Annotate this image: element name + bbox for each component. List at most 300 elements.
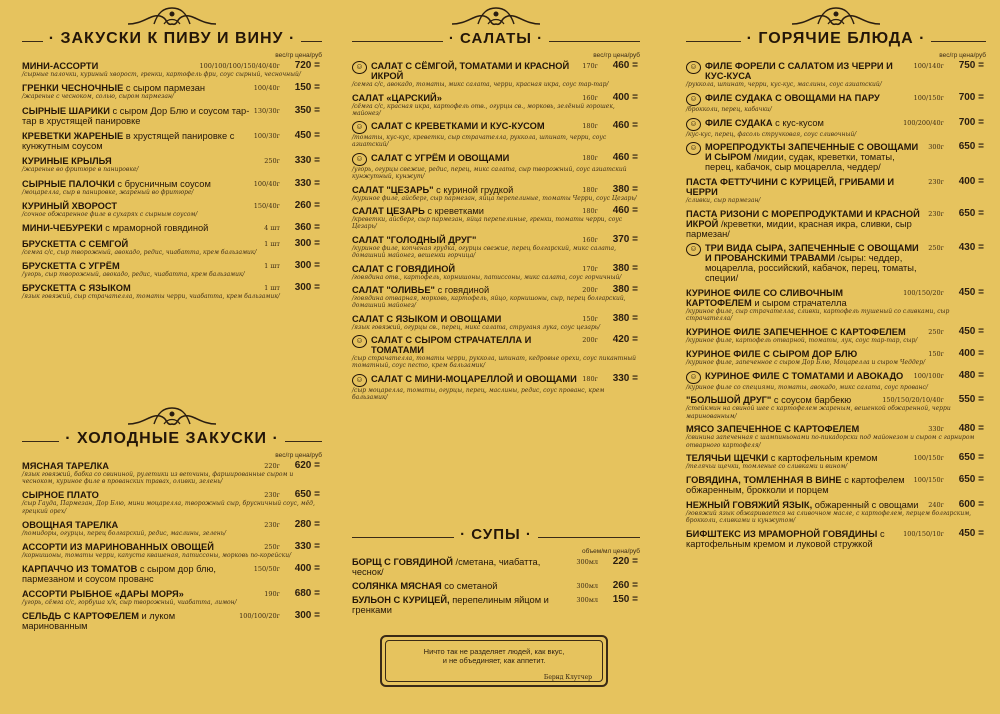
- item-subtitle: с кус-кусом: [775, 117, 824, 128]
- menu-item-row: [22, 283, 320, 293]
- chef-face-icon: ☺: [352, 153, 367, 166]
- menu-item-title: [686, 243, 924, 283]
- menu-section: [352, 0, 640, 406]
- item-weight: 300г: [928, 143, 944, 152]
- menu-item: [22, 61, 322, 78]
- item-name: САЛАТ "ГОЛОДНЫЙ ДРУГ": [352, 234, 477, 245]
- menu-item-title: [686, 93, 910, 106]
- item-price: 460 =: [612, 60, 638, 71]
- item-weight: 170г: [582, 264, 598, 273]
- item-description: /стейкмин на свиной шее с картофелем жареным, вешенкой обжаренной, черри маринованным/: [686, 405, 951, 420]
- item-weight: 220г: [264, 462, 280, 470]
- menu-item: [352, 581, 640, 591]
- item-price: 720 =: [294, 60, 320, 71]
- item-weight: 180г: [582, 207, 598, 216]
- menu-item: [352, 374, 640, 401]
- item-description: /сыр страчателла, томаты черри, руккола, шпинат, кедровые орехи, соус пикантный томатный, соус песто, крем бальзамик/: [352, 355, 637, 370]
- item-description: /жареные с чесноком, солью, сыром пармезан/: [22, 93, 174, 101]
- item-name: МИНИ-АССОРТИ: [22, 61, 99, 71]
- menu-item: [22, 239, 322, 256]
- item-name: БРУСКЕТТА С СЕМГОЙ: [22, 238, 129, 249]
- item-weight: 200г: [582, 336, 598, 345]
- item-subtitle: /сметана, чиабатта, чеснок/: [352, 557, 541, 577]
- item-name: ОВОЩНАЯ ТАРЕЛКА: [22, 519, 119, 530]
- menu-item-title: [686, 529, 899, 549]
- menu-item-title: [352, 595, 572, 615]
- item-name: КАРПАЧЧО ИЗ ТОМАТОВ: [22, 564, 138, 575]
- menu-item: [352, 206, 640, 230]
- menu-item-row: [352, 595, 638, 615]
- item-weight: 150г: [928, 349, 944, 358]
- menu-item-row: [686, 177, 984, 197]
- menu-item-title: [686, 453, 910, 463]
- menu-item: [22, 156, 322, 173]
- item-weight: 100/150г: [913, 454, 944, 463]
- menu-item: [686, 424, 986, 448]
- item-name: АССОРТИ ИЗ МАРИНОВАННЫХ ОВОЩЕЙ: [22, 542, 214, 553]
- menu-item-title: [686, 500, 924, 510]
- menu-item-title: [686, 142, 924, 172]
- item-price: 650 =: [958, 452, 984, 464]
- item-price: 700 =: [958, 91, 984, 103]
- item-weight: 150/50г: [253, 565, 280, 574]
- item-weight: 180г: [582, 374, 598, 383]
- menu-item-title: [686, 349, 924, 359]
- menu-item: [352, 235, 640, 259]
- item-description: /язык говяжий, огурцы св., перец, микс салата, струганя лука, соус цезарь/: [352, 323, 601, 331]
- menu-item: [22, 611, 322, 631]
- chef-face-icon: ☺: [352, 374, 367, 387]
- item-description: /сырные палочки, куриный хворост, гренки, картофель фри, соус сырный, чесночный/: [22, 71, 301, 78]
- item-name: ФИЛЕ ФОРЕЛИ С САЛАТОМ ИЗ ЧЕРРИ И КУС-КУСА: [705, 61, 893, 81]
- item-name: САЛАТ С КРЕВЕТКАМИ И КУС-КУСОМ: [371, 121, 545, 132]
- item-name: ПАСТА ФЕТТУЧИНИ С КУРИЦЕЙ, ГРИБАМИ И ЧЕРРИ: [686, 176, 895, 197]
- item-weight: 100/150/20г: [903, 288, 944, 297]
- chef-face-icon: ☺: [352, 121, 367, 134]
- item-description: /угорь, огурцы свежие, редис, перец, микс салата, сыр творожный, соус азиатский кунжутный, кунжут/: [352, 165, 627, 181]
- item-price: 450 =: [294, 129, 320, 141]
- item-name: САЛАТ С ГОВЯДИНОЙ: [352, 263, 456, 274]
- menu-item-title: [352, 185, 578, 195]
- item-price: 260 =: [294, 199, 320, 211]
- chef-face-icon: ☺: [352, 61, 367, 74]
- item-price: 220 =: [612, 556, 638, 567]
- menu-item: [686, 371, 986, 391]
- menu-item: [22, 564, 322, 584]
- menu-item-row: [22, 520, 320, 530]
- item-description: /язык говяжий, сыр страчателла, томаты черри, чиабатта, крем бальзамик/: [22, 293, 280, 301]
- item-price: 400 =: [294, 563, 320, 575]
- menu-item-row: [352, 335, 638, 355]
- item-weight: 250г: [928, 244, 944, 253]
- menu-item-row: [686, 475, 984, 495]
- item-price: 330 =: [294, 541, 320, 553]
- item-name: КУРИНЫЙ ХВОРОСТ: [22, 200, 118, 211]
- item-name: САЛАТ С ЯЗЫКОМ И ОВОЩАМИ: [352, 313, 502, 324]
- menu-item-title: [22, 542, 260, 552]
- item-name: ПАСТА РИЗОНИ С МОРЕПРОДУКТАМИ И КРАСНОЙ ИКРОЙ: [686, 208, 920, 229]
- item-subtitle: с сыром Дор Блю и соусом тар-тар в хрустящей панировке: [22, 105, 250, 126]
- menu-item-row: [686, 453, 984, 463]
- item-subtitle: с сыром пармезан: [125, 83, 206, 94]
- menu-item-title: [352, 374, 578, 387]
- item-weight: 250г: [264, 543, 280, 552]
- item-description: /куриное филе, копченая грудка, огурцы свежие, перец болгарский, микс салата, домашний майонез, вешенки горчица/: [352, 244, 616, 260]
- item-description: /говяжий язык обжаривается на сливочном масле, с картофелем, перцем болгарским, брокколи, сливками и кунжутом/: [686, 509, 972, 524]
- menu-item: [22, 261, 322, 278]
- item-weight: 100/100г: [913, 371, 944, 380]
- item-subtitle: /сыры: чеддер, моцарелла, российский, кабачок, перец, томаты, специи/: [705, 253, 917, 284]
- section-title-text: · САЛАТЫ ·: [443, 30, 549, 47]
- menu-item: [22, 179, 322, 196]
- menu-item: [22, 589, 322, 606]
- chef-face-icon: ☺: [686, 371, 701, 384]
- menu-item-title: [22, 283, 260, 293]
- menu-item-title: [22, 564, 250, 584]
- menu-item-title: [352, 314, 578, 324]
- item-description: /корнишоны, томаты черри, капуста квашеная, патиссоны, морковь по-корейски/: [22, 552, 292, 560]
- item-subtitle: со сметаной: [444, 581, 498, 591]
- item-name: СЫРНЫЕ ШАРИКИ: [22, 105, 110, 116]
- menu-item-title: [22, 179, 250, 189]
- item-name: БОРЩ С ГОВЯДИНОЙ: [352, 557, 453, 567]
- item-name: ТЕЛЯЧЬИ ЩЕЧКИ: [686, 453, 769, 464]
- item-description: /угорь, сыр творожный, авокадо, редис, чиабатта, крем бальзамик/: [22, 270, 245, 278]
- menu-item-row: [686, 529, 984, 549]
- item-name: САЛАТ С СЁМГОЙ, ТОМАТАМИ И КРАСНОЙ ИКРОЙ: [371, 61, 570, 81]
- item-description: /сыр моцарелла, томаты, огурцы, перец, маслины, редис, соус прованс, крем бальзамик/: [352, 386, 605, 402]
- menu-item-title: [686, 371, 910, 384]
- menu-item: [352, 285, 640, 309]
- item-weight: 100/100/100/150/40/40г: [199, 62, 280, 70]
- item-price: 600 =: [958, 498, 984, 510]
- menu-item: [352, 121, 640, 148]
- column-header: вес/гр цена/руб: [939, 52, 986, 59]
- menu-item-title: [352, 264, 578, 274]
- column-header: объем/мл цена/руб: [581, 548, 640, 555]
- menu-item-row: [22, 589, 320, 599]
- menu-item-row: [22, 239, 320, 249]
- item-description: /куриное филе со специями, томаты, авокадо, микс салата, соус прованс/: [686, 383, 928, 391]
- item-name: САЛАТ С СЫРОМ СТРАЧАТЕЛЛА И ТОМАТАМИ: [371, 335, 532, 356]
- item-subtitle: с брусничным соусом: [117, 178, 211, 189]
- item-price: 680 =: [294, 588, 320, 600]
- item-price: 380 =: [612, 183, 638, 195]
- item-name: СОЛЯНКА МЯСНАЯ: [352, 581, 442, 591]
- menu-item: [352, 93, 640, 117]
- item-weight: 100/40г: [253, 179, 280, 188]
- item-subtitle: с соусом барбекю: [773, 395, 852, 406]
- item-description: /куриное филе, сыр страчателла, сливки, картофель тушеный со сливками, сыр страчателла/: [686, 307, 950, 323]
- item-price: 700 =: [958, 116, 984, 128]
- menu-item-title: [686, 61, 910, 81]
- item-weight: 100/140г: [913, 62, 944, 70]
- chef-face-icon: ☺: [686, 61, 701, 74]
- menu-item-row: [22, 223, 320, 233]
- menu-item: [22, 542, 322, 559]
- item-subtitle: с картофелем обжаренным, брокколи и порцем: [686, 475, 905, 496]
- item-price: 150 =: [294, 82, 320, 94]
- menu-item-row: [22, 542, 320, 552]
- item-description: /томаты, кус-кус, креветки, сыр страчателла, руккола, шпинат, черри, соус азиатский/: [352, 134, 607, 149]
- item-description: /куриное филе, картофель отварной, томаты, лук, соус тар-тар, сыр/: [686, 336, 918, 344]
- item-name: КРЕВЕТКИ ЖАРЕНЫЕ: [22, 130, 124, 141]
- menu-item-row: [686, 395, 984, 405]
- item-price: 280 =: [294, 518, 320, 530]
- menu-item-row: [22, 61, 320, 71]
- item-price: 460 =: [612, 151, 638, 163]
- item-price: 260 =: [612, 580, 638, 591]
- menu-item-row: [352, 374, 638, 387]
- menu-item-row: [686, 93, 984, 106]
- item-name: САЛАТ «ЦАРСКИЙ»: [352, 92, 442, 103]
- item-price: 300 =: [294, 282, 320, 294]
- menu-item-row: [686, 327, 984, 337]
- item-subtitle: с картофельным кремом: [770, 453, 878, 464]
- item-price: 650 =: [294, 489, 320, 501]
- menu-item: [352, 61, 640, 88]
- item-price: 430 =: [958, 242, 984, 254]
- menu-item-row: [352, 93, 638, 103]
- item-price: 330 =: [294, 177, 320, 189]
- item-description: /сочное обжаренное филе в сухарях с сырным соусом/: [22, 210, 198, 218]
- item-subtitle: с куриной грудкой: [436, 184, 514, 195]
- item-price: 480 =: [958, 423, 984, 435]
- item-weight: 1 шт: [264, 239, 280, 248]
- item-name: САЛАТ ЦЕЗАРЬ: [352, 206, 425, 217]
- menu-item-row: [352, 185, 638, 195]
- menu-item: [686, 327, 986, 344]
- menu-item: [686, 177, 986, 204]
- menu-item: [686, 118, 986, 138]
- item-name: БУЛЬОН С КУРИЦЕЙ,: [352, 595, 450, 605]
- item-weight: 4 шт: [264, 224, 280, 233]
- item-name: САЛАТ "ЦЕЗАРЬ": [352, 184, 434, 195]
- item-weight: 250г: [928, 327, 944, 336]
- section-title: [22, 28, 322, 48]
- item-price: 650 =: [958, 474, 984, 486]
- item-price: 450 =: [958, 527, 984, 539]
- item-name: МОРЕПРОДУКТЫ ЗАПЕЧЕННЫЕ С ОВОЩАМИ И СЫРОМ: [705, 142, 919, 163]
- item-weight: 230г: [264, 491, 280, 500]
- item-name: САЛАТ С МИНИ-МОЦАРЕЛЛОЙ И ОВОЩАМИ: [371, 373, 577, 384]
- item-name: ГРЕНКИ ЧЕСНОЧНЫЕ: [22, 83, 124, 94]
- menu-item: [686, 243, 986, 283]
- menu-item: [352, 557, 640, 577]
- item-description: /моцарелла, сыр в панировке, жареный во фритюре/: [22, 188, 194, 196]
- menu-item: [352, 595, 640, 615]
- item-description: /кус-кус, перец, фасоль стручковая, соус сливочный/: [686, 130, 857, 138]
- menu-item-title: [352, 581, 572, 591]
- item-description: /жареные во фритюре в панировке/: [22, 166, 139, 174]
- menu-item: [22, 83, 322, 100]
- item-name: СЫРНЫЕ ПАЛОЧКИ: [22, 178, 115, 189]
- menu-item: [22, 201, 322, 218]
- menu-item: [352, 185, 640, 202]
- section-title: [352, 524, 640, 544]
- menu-item-row: [686, 371, 984, 384]
- menu-item-row: [352, 314, 638, 324]
- menu-item-title: [22, 223, 260, 233]
- item-weight: 200г: [582, 286, 598, 295]
- section-title-text: · ЗАКУСКИ К ПИВУ И ВИНУ ·: [43, 30, 302, 47]
- item-weight: 150/150/20/10/40г: [882, 396, 944, 405]
- item-description: /креветки, айсберг, сыр пармезан, яйца перепелиные, гренки, томаты черри, соус Цезарь/: [352, 216, 623, 231]
- item-price: 300 =: [294, 610, 320, 622]
- menu-section: [686, 0, 986, 553]
- menu-item-row: [22, 461, 320, 471]
- item-price: 380 =: [612, 312, 638, 324]
- quote-frame: [380, 635, 608, 687]
- item-name: КУРИНОЕ ФИЛЕ С ТОМАТАМИ И АВОКАДО: [705, 370, 904, 381]
- item-name: САЛАТ С УГРЁМ И ОВОЩАМИ: [371, 152, 510, 163]
- item-weight: 100/200/40г: [903, 118, 944, 127]
- menu-item-title: [22, 61, 195, 71]
- menu-item-row: [22, 179, 320, 189]
- menu-item-row: [22, 131, 320, 151]
- item-weight: 100/30г: [253, 131, 280, 140]
- item-price: 300 =: [294, 259, 320, 271]
- item-price: 650 =: [958, 141, 984, 153]
- item-weight: 160г: [582, 93, 598, 102]
- item-price: 380 =: [612, 262, 638, 274]
- item-weight: 100/150г: [913, 93, 944, 102]
- item-weight: 1 шт: [264, 261, 280, 270]
- item-subtitle: с креветками: [427, 206, 484, 217]
- item-name: АССОРТИ РЫБНОЕ «ДАРЫ МОРЯ»: [22, 589, 184, 600]
- menu-item-title: [22, 239, 260, 249]
- chef-face-icon: ☺: [686, 93, 701, 106]
- item-weight: 100/150/10г: [903, 529, 944, 538]
- section-title: [22, 428, 322, 448]
- menu-item-row: [22, 156, 320, 166]
- menu-item-title: [22, 490, 260, 500]
- menu-item-title: [352, 285, 578, 295]
- menu-item: [22, 223, 322, 233]
- item-weight: 230г: [928, 209, 944, 218]
- menu-item: [686, 500, 986, 524]
- column-header: вес/гр цена/руб: [275, 452, 322, 459]
- item-description: /куриное филе, айсберг, сыр пармезан, яйца перепелиные, томаты Черри, соус Цезарь/: [352, 194, 637, 202]
- item-subtitle: с сыром дор блю, пармезаном и соусом прованс: [22, 564, 217, 585]
- item-weight: 150/40г: [253, 201, 280, 210]
- menu-item-row: [22, 490, 320, 500]
- menu-item: [686, 475, 986, 495]
- item-price: 480 =: [958, 369, 984, 381]
- item-name: НЕЖНЫЙ ГОВЯЖИЙ ЯЗЫК,: [686, 499, 813, 510]
- menu-item-title: [686, 424, 924, 434]
- menu-item-title: [22, 131, 250, 151]
- item-price: 380 =: [612, 284, 638, 296]
- menu-item-row: [686, 243, 984, 283]
- menu-item: [686, 288, 986, 322]
- chef-face-icon: ☺: [686, 142, 701, 155]
- item-subtitle: с картофельным кремом и луковой стружкой: [686, 528, 885, 549]
- menu-item-row: [686, 209, 984, 239]
- menu-item-row: [22, 83, 320, 93]
- menu-item-title: [22, 83, 250, 93]
- menu-item-row: [352, 206, 638, 216]
- quote-line-1: Ничто так не разделяет людей, как вкус,: [423, 647, 565, 656]
- item-price: 460 =: [612, 120, 638, 132]
- section-title: [686, 28, 986, 48]
- item-weight: 130/30г: [253, 106, 280, 115]
- item-weight: 300мл: [576, 582, 598, 590]
- chef-face-icon: ☺: [352, 335, 367, 348]
- menu-item-title: [686, 327, 924, 337]
- item-weight: 180г: [582, 153, 598, 162]
- item-subtitle: /креветки, мидии, красная икра, сливки, сыр пармезан/: [686, 218, 912, 239]
- item-name: "БОЛЬШОЙ ДРУГ": [686, 395, 772, 406]
- item-description: /сёмга с/с, красная икра, картофель отв., огурцы св., морковь, зелёный горошек, майонез/: [352, 102, 615, 117]
- item-weight: 170г: [582, 62, 598, 70]
- menu-item: [352, 153, 640, 180]
- item-description: /сливки, сыр пармезан/: [686, 196, 761, 204]
- menu-item-row: [22, 106, 320, 126]
- item-description: /семга с/с, сыр творожный, авокадо, редис, чиабатта, крем бальзамик/: [22, 248, 257, 256]
- item-price: 330 =: [294, 155, 320, 167]
- menu-item-row: [352, 153, 638, 166]
- menu-item: [22, 490, 322, 514]
- menu-item-title: [352, 335, 578, 355]
- item-description: /помидоры, огурцы, перец болгарский, редис, маслины, зелень/: [22, 529, 226, 537]
- item-weight: 300мл: [576, 596, 598, 604]
- menu-item-row: [686, 142, 984, 172]
- menu-item-title: [352, 121, 578, 134]
- menu-item-row: [352, 557, 638, 577]
- menu-item: [686, 395, 986, 419]
- menu-item: [686, 93, 986, 113]
- menu-item-row: [686, 61, 984, 81]
- menu-item-row: [686, 288, 984, 308]
- item-name: КУРИНОЕ ФИЛЕ СО СЛИВОЧНЫМ КАРТОФЕЛЕМ: [686, 287, 844, 308]
- item-name: ГОВЯДИНА, ТОМЛЕННАЯ В ВИНЕ: [686, 475, 842, 486]
- item-weight: 1 шт: [264, 284, 280, 293]
- item-price: 620 =: [294, 460, 320, 471]
- menu-item-title: [22, 156, 260, 166]
- item-name: МИНИ-ЧЕБУРЕКИ: [22, 223, 103, 234]
- item-weight: 180г: [582, 122, 598, 131]
- menu-item-title: [686, 475, 910, 495]
- chef-face-icon: ☺: [686, 118, 701, 131]
- menu-item-row: [352, 61, 638, 81]
- item-price: 420 =: [612, 334, 638, 346]
- item-weight: 330г: [928, 425, 944, 434]
- menu-item: [22, 106, 322, 126]
- item-description: /угорь, сёмга с/с, горбуша х/к, сыр творожный, чиабатта, лимон/: [22, 599, 237, 607]
- item-weight: 240г: [928, 500, 944, 509]
- item-price: 460 =: [612, 205, 638, 217]
- item-price: 370 =: [612, 233, 638, 245]
- item-weight: 230г: [264, 520, 280, 529]
- menu-item-title: [22, 106, 250, 126]
- item-description: /свинина запеченная с шампиньонами по-пикадорски под майонезом и сыром с гарниром отварного картофеля/: [686, 434, 975, 449]
- item-name: ФИЛЕ СУДАКА С ОВОЩАМИ НА ПАРУ: [705, 92, 880, 103]
- item-name: КУРИНОЕ ФИЛЕ С СЫРОМ ДОР БЛЮ: [686, 348, 858, 359]
- item-price: 400 =: [958, 347, 984, 359]
- column-header: вес/гр цена/руб: [275, 52, 322, 59]
- menu-item-row: [352, 264, 638, 274]
- item-price: 650 =: [958, 207, 984, 219]
- ornament-divider: [22, 0, 322, 28]
- menu-item: [352, 314, 640, 331]
- menu-item-title: [686, 177, 924, 197]
- item-weight: 250г: [264, 157, 280, 166]
- item-subtitle: /мидии, судак, креветки, томаты, перец, кабачок, сыр моцарелла, чеддер/: [705, 152, 895, 173]
- menu-item-title: [22, 201, 250, 211]
- item-weight: 100/40г: [253, 84, 280, 93]
- menu-item-row: [22, 564, 320, 584]
